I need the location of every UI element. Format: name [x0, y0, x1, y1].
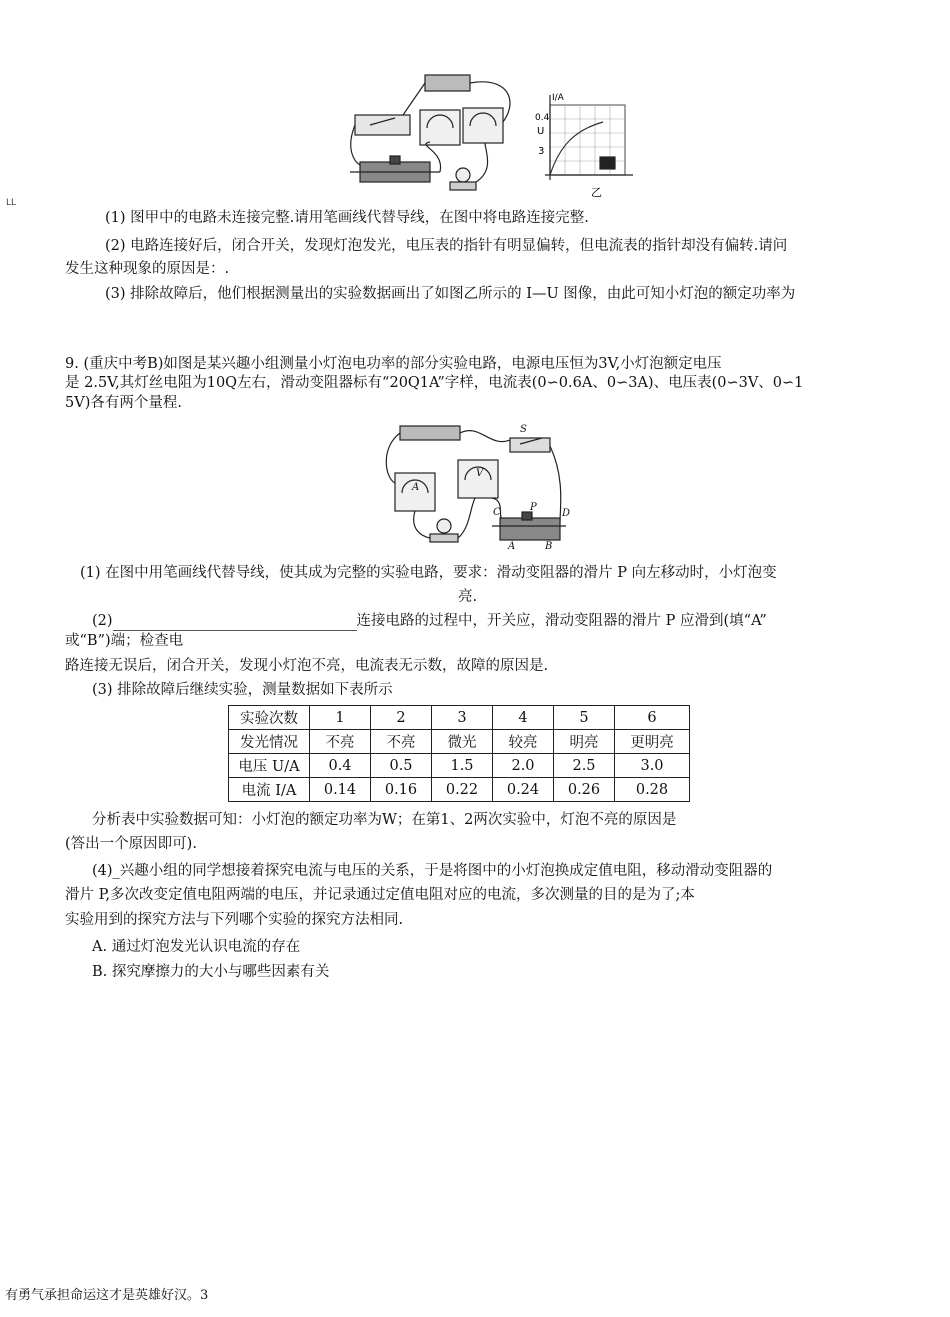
ammeter-label: A: [412, 482, 420, 493]
table-cell: 0.16: [371, 778, 432, 802]
data-table: [228, 705, 690, 802]
voltmeter-label: V: [476, 468, 484, 479]
label-a: A: [508, 541, 516, 552]
table-cell: 0.4: [310, 754, 371, 778]
q9-analysis-line2: (答出一个原因即可).: [65, 836, 197, 852]
label-b: B: [545, 541, 553, 552]
q9-part2-number: (2): [92, 613, 113, 629]
table-row: [229, 730, 690, 754]
table-cell: 2.5: [554, 754, 615, 778]
label-c: C: [493, 507, 501, 518]
table-cell: 不亮: [310, 730, 371, 754]
q9-part2-line3: 路连接无误后，闭合开关，发现小灯泡不亮，电流表无示数，故障的原因是.: [65, 658, 549, 674]
option-b: B. 探究摩擦力的大小与哪些因素有关: [92, 964, 330, 980]
label-p: P: [530, 502, 537, 513]
q8-part1: (1) 图甲中的电路未连接完整.请用笔画线代替导线，在图中将电路连接完整.: [105, 210, 589, 226]
table-cell: 明亮: [554, 730, 615, 754]
graph-tick-3: 3: [538, 146, 545, 157]
table-cell: 2.0: [493, 754, 554, 778]
table-cell: 5: [554, 706, 615, 730]
graph-tick-u: U: [537, 126, 545, 137]
q8-part2-line2: 发生这种现象的原因是：.: [65, 261, 230, 277]
table-row: [229, 706, 690, 730]
margin-mark: LL: [6, 198, 17, 208]
table-cell: 更明亮: [615, 730, 690, 754]
table-cell: 0.28: [615, 778, 690, 802]
graph-ylabel: I/A: [552, 93, 564, 103]
q9-part2-line2: 或“B”)端；检查电: [65, 633, 184, 649]
table-cell: 2: [371, 706, 432, 730]
table-cell: 3.0: [615, 754, 690, 778]
q9-analysis-line1: 分析表中实验数据可知：小灯泡的额定功率为W；在第1、2两次实验中，灯泡不亮的原因是: [92, 812, 677, 828]
table-cell: 电压 U/A: [229, 754, 310, 778]
table-cell: 3: [432, 706, 493, 730]
q9-part4-line1: (4)_兴趣小组的同学想接着探究电流与电压的关系，于是将图中的小灯泡换成定值电阻，移动滑动变阻器的: [92, 863, 773, 879]
q9-part1-line2: 亮.: [458, 589, 478, 605]
q9-part3: (3) 排除故障后继续实验，测量数据如下表所示: [92, 682, 393, 698]
q9-intro-line3: 5V)各有两个量程.: [65, 395, 182, 411]
q9-part4-line2: 滑片 P,多次改变定值电阻两端的电压，并记录通过定值电阻对应的电流，多次测量的目的是为了;本: [65, 887, 695, 903]
table-cell: 0.24: [493, 778, 554, 802]
q9-part2-text: 连接电路的过程中，开关应，滑动变阻器的滑片 P 应滑到(填“A”: [356, 613, 767, 629]
table-row: [229, 778, 690, 802]
table-cell: 1: [310, 706, 371, 730]
q9-part4-line3: 实验用到的探究方法与下列哪个实验的探究方法相同.: [65, 912, 404, 928]
answer-blank[interactable]: [113, 616, 357, 631]
q8-part2-line1: (2) 电路连接好后，闭合开关，发现灯泡发光，电压表的指针有明显偏转，但电流表的指针却没有偏转.请问: [105, 238, 788, 254]
table-cell: 0.22: [432, 778, 493, 802]
table-cell: 不亮: [371, 730, 432, 754]
q9-intro-line2: 是 2.5V,其灯丝电阻为10Q左右，滑动变阻器标有“20Q1A”字样，电流表(0∽0.6A、0∽3A)、电压表(0∽3V、0∽1: [65, 375, 804, 391]
circuit-figure-1: [345, 70, 635, 200]
table-cell: 微光: [432, 730, 493, 754]
page-footer: 有勇气承担命运这才是英雄好汉。3: [5, 1288, 209, 1303]
table-cell: 电流 I/A: [229, 778, 310, 802]
table-cell: 4: [493, 706, 554, 730]
graph-caption: 乙: [591, 186, 602, 199]
table-row: [229, 754, 690, 778]
table-cell: 6: [615, 706, 690, 730]
q9-part1-line1: (1) 在图中用笔画线代替导线，使其成为完整的实验电路，要求：滑动变阻器的滑片 P 向左移动时，小灯泡变: [80, 565, 777, 581]
table-cell: 实验次数: [229, 706, 310, 730]
label-s: S: [520, 424, 527, 435]
graph-tick-04: 0.4: [535, 113, 550, 123]
label-d: D: [562, 508, 571, 519]
option-a: A. 通过灯泡发光认识电流的存在: [92, 939, 301, 955]
table-cell: 0.5: [371, 754, 432, 778]
table-cell: 1.5: [432, 754, 493, 778]
circuit-figure-2: [380, 418, 575, 556]
table-cell: 较亮: [493, 730, 554, 754]
table-cell: 发光情况: [229, 730, 310, 754]
q9-part2-line1: [92, 611, 767, 631]
q9-intro-line1: 9. (重庆中考B)如图是某兴趣小组测量小灯泡电功率的部分实验电路，电源电压恒为3V,小灯泡额定电压: [65, 356, 722, 372]
table-cell: 0.14: [310, 778, 371, 802]
q8-part3: (3) 排除故障后，他们根据测量出的实验数据画出了如图乙所示的 I—U 图像，由此可知小灯泡的额定功率为: [105, 286, 796, 302]
table-cell: 0.26: [554, 778, 615, 802]
